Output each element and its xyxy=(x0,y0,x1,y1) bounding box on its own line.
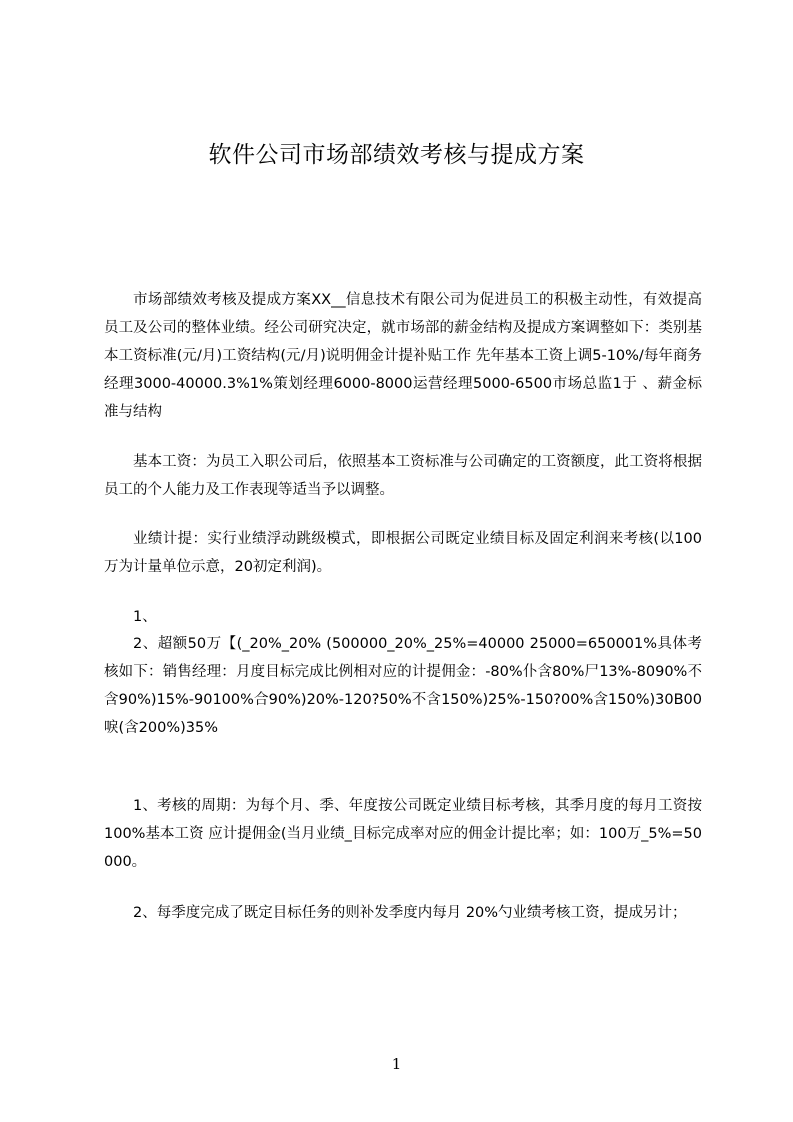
paragraph-base-salary: 基本工资：为员工入职公司后，依照基本工资标准与公司确定的工资额度，此工资将根据员工的个人能力及工作表现等适当予以调整。 xyxy=(104,454,702,498)
paragraph-assessment-cycle: 1、考核的周期：为每个月、季、年度按公司既定业绩目标考核，其季月度的每月工资按100%基本工资 应计提佣金(当月业绩_目标完成率对应的佣金计提比率；如：100万_5%=50000。 xyxy=(104,798,702,870)
paragraph-quarterly-bonus: 2、每季度完成了既定目标任务的则补发季度内每月 20%勺业绩考核工资，提成另计； xyxy=(133,905,687,921)
paragraph-performance-commission: 业绩计提：实行业绩浮动跳级模式，即根据公司既定业绩目标及固定利润来考核(以100万为计量单位示意，20初定利润)。 xyxy=(104,531,702,575)
document-title: 软件公司市场部绩效考核与提成方案 xyxy=(208,142,585,168)
page-number: 1 xyxy=(391,1055,402,1073)
paragraph-salary-structure: 市场部绩效考核及提成方案XX__信息技术有限公司为促进员工的积极主动性，有效提高员工及公司的整体业绩。经公司研究决定，就市场部的薪金结构及提成方案调整如下：类别基本工资标准(元/月)工资结构(元/月)说明佣金计提补贴工作 先年基本工资上调5-10%/每年商务经理3000-40000.3%1%策划经理6000-8000运营经理5000-6500市场总监1于 、薪金标准与结构 xyxy=(104,292,702,420)
paragraph-item-one: 1、 xyxy=(133,609,157,625)
paragraph-assessment-details: 2、超额50万【(_20%_20% (500000_20%_25%=40000 25000=650001%具体考核如下：销售经理：月度目标完成比例相对应的计提佣金：-80%仆含80%尸13%-8090%不含90%)15%-90100%合90%)20%-120?50%不含150%)25%-150?00%含150%)30B00唳(含200%)35% xyxy=(104,636,702,736)
